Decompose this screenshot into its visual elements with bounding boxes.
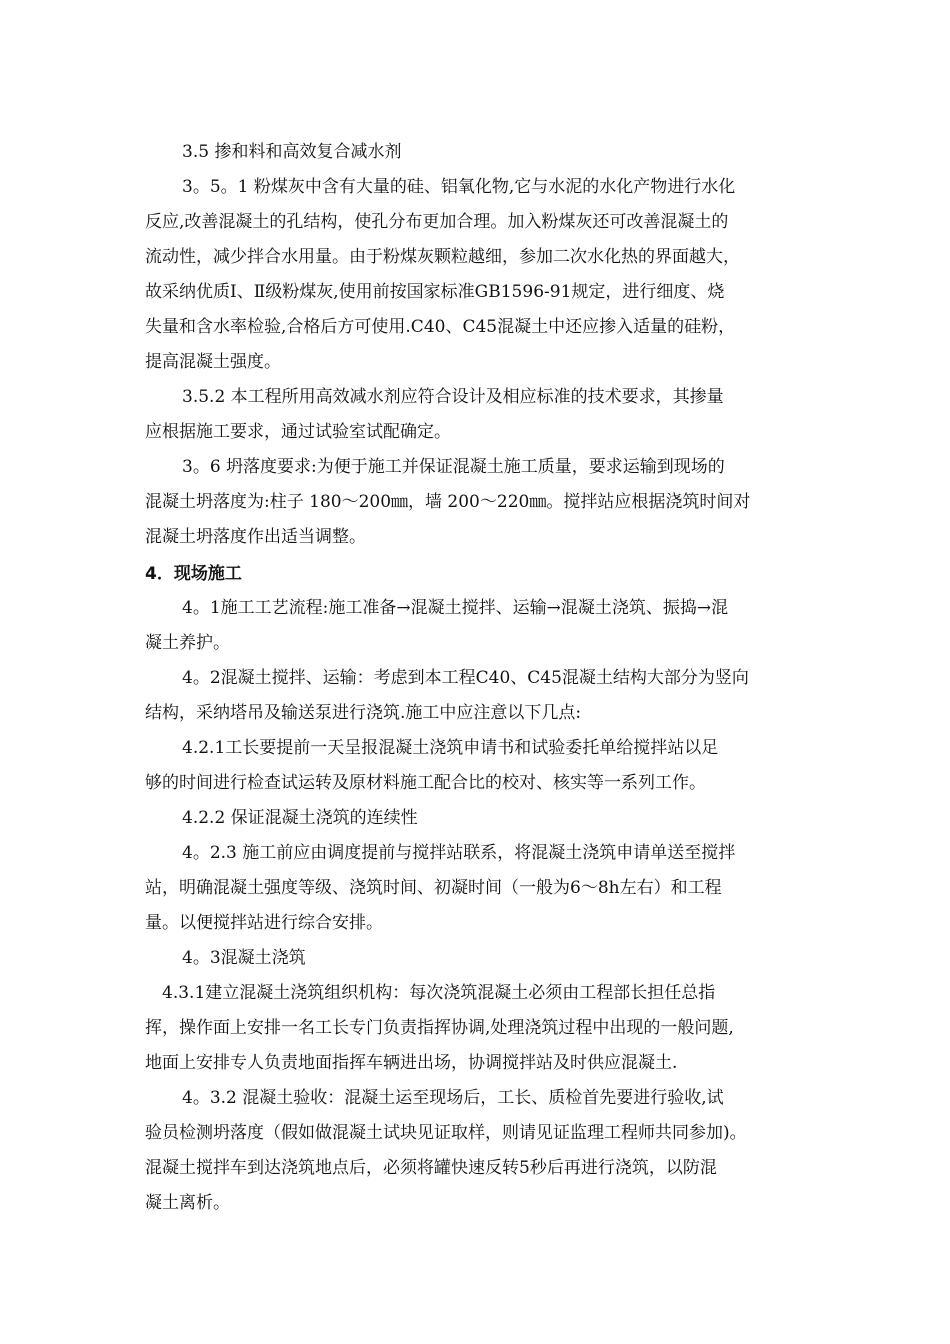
paragraph-line: 结构，采纳塔吊及输送泵进行浇筑.施工中应注意以下几点: <box>145 703 582 723</box>
paragraph-line: 流动性，减少拌合水用量。由于粉煤灰颗粒越细，参加二次水化热的界面越大， <box>145 247 740 267</box>
paragraph-line: 反应,改善混凝土的孔结构，使孔分布更加合理。加入粉煤灰还可改善混凝土的 <box>145 212 729 232</box>
section-heading-3-5: 3.5 掺和料和高效复合减水剂 <box>182 142 402 162</box>
section-heading-4: 4．现场施工 <box>145 564 242 584</box>
paragraph-line: 混凝土坍落度为:柱子 180～200㎜，墙 200～220㎜。搅拌站应根据浇筑时间对 <box>145 492 751 512</box>
paragraph-line: 4。1施工工艺流程:施工准备→混凝土搅拌、运输→混凝土浇筑、振捣→混 <box>182 598 729 618</box>
paragraph-line: 3。5。1 粉煤灰中含有大量的硅、铝氧化物,它与水泥的水化产物进行水化 <box>182 177 736 197</box>
paragraph-line: 4.2.2 保证混凝土浇筑的连续性 <box>182 808 418 828</box>
paragraph-line: 混凝土搅拌车到达浇筑地点后，必须将罐快速反转5秒后再进行浇筑，以防混 <box>145 1158 717 1178</box>
paragraph-line: 凝土养护。 <box>145 633 230 653</box>
paragraph-line: 故采纳优质Ⅰ、Ⅱ级粉煤灰,使用前按国家标准GB1596-91规定，进行细度、烧 <box>145 282 725 302</box>
paragraph-line: 4.2.1工长要提前一天呈报混凝土浇筑申请书和试验委托单给搅拌站以足 <box>182 738 719 758</box>
paragraph-line: 提高混凝土强度。 <box>145 352 281 372</box>
paragraph-line: 4。3.2 混凝土验收：混凝土运至现场后，工长、质检首先要进行验收,试 <box>182 1088 724 1108</box>
paragraph-line: 够的时间进行检查试运转及原材料施工配合比的校对、核实等一系列工作。 <box>145 773 706 793</box>
paragraph-line: 量。以便搅拌站进行综合安排。 <box>145 913 383 933</box>
paragraph-line: 失量和含水率检验,合格后方可使用.C40、C45混凝土中还应掺入适量的硅粉， <box>145 317 736 337</box>
paragraph-line: 4。2混凝土搅拌、运输：考虑到本工程C40、C45混凝土结构大部分为竖向 <box>182 668 749 688</box>
paragraph-line: 验员检测坍落度（假如做混凝土试块见证取样，则请见证监理工程师共同参加)。 <box>145 1123 747 1143</box>
paragraph-line: 3.5.2 本工程所用高效减水剂应符合设计及相应标准的技术要求，其掺量 <box>182 387 724 407</box>
paragraph-line: 站，明确混凝土强度等级、浇筑时间、初凝时间（一般为6～8h左右）和工程 <box>145 878 722 898</box>
paragraph-line: 3。6 坍落度要求:为便于施工并保证混凝土施工质量，要求运输到现场的 <box>182 457 725 477</box>
paragraph-line: 混凝土坍落度作出适当调整。 <box>145 527 366 547</box>
paragraph-line: 挥，操作面上安排一名工长专门负责指挥协调,处理浇筑过程中出现的一般问题, <box>145 1018 734 1038</box>
section-heading-4-3: 4。3混凝土浇筑 <box>182 948 306 968</box>
paragraph-line: 4。2.3 施工前应由调度提前与搅拌站联系，将混凝土浇筑申请单送至搅拌 <box>182 843 736 863</box>
paragraph-line: 地面上安排专人负责地面指挥车辆进出场，协调搅拌站及时供应混凝土. <box>145 1053 678 1073</box>
paragraph-line: 凝土离析。 <box>145 1193 230 1213</box>
paragraph-line: 应根据施工要求，通过试验室试配确定。 <box>145 422 451 442</box>
paragraph-line: 4.3.1建立混凝土浇筑组织机构：每次浇筑混凝土必须由工程部长担任总指 <box>162 983 716 1003</box>
